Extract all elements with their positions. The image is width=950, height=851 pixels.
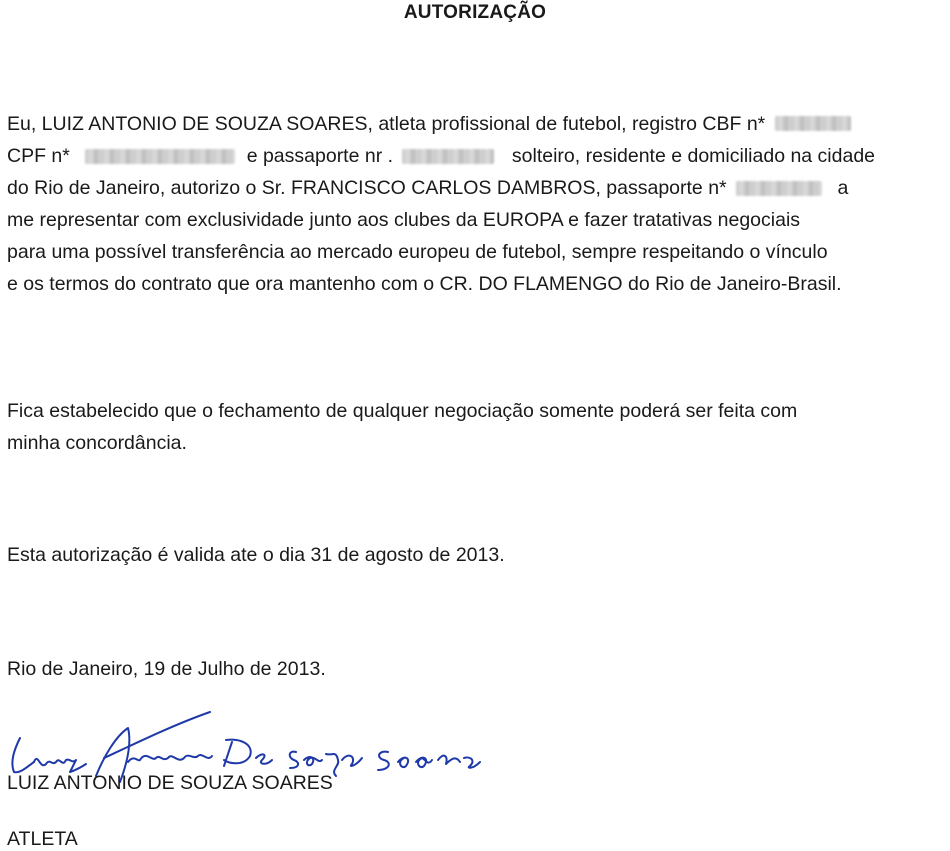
paragraph-1-line-1	[7, 113, 851, 136]
redacted-representative-passport	[736, 181, 822, 196]
paragraph-1-line-2	[7, 145, 875, 168]
paragraph-1-line-5: para uma possível transferência ao mercado europeu de futebol, sempre respeitando o vínculo	[7, 241, 828, 263]
p1-line2-rest: solteiro, residente e domiciliado na cidade	[511, 145, 876, 167]
paragraph-1-line-4: me representar com exclusividade junto aos clubes da EUROPA e fazer tratativas negociais	[7, 209, 801, 231]
signatory-name: LUIZ ANTONIO DE SOUZA SOARES	[7, 772, 333, 794]
p1-line3-tail: a	[837, 177, 849, 199]
p1-line1-text: Eu, LUIZ ANTONIO DE SOUZA SOARES, atleta profissional de futebol, registro CBF n*	[7, 113, 766, 135]
redacted-cbf-number	[775, 116, 851, 131]
redacted-cpf-number	[85, 149, 235, 164]
paragraph-1-line-6: e os termos do contrato que ora mantenho com o CR. DO FLAMENGO do Rio de Janeiro-Brasil.	[7, 273, 842, 295]
validity-statement: Esta autorização é valida ate o dia 31 de agosto de 2013.	[7, 544, 505, 566]
redacted-passport-number	[402, 149, 494, 164]
p1-line3-text: do Rio de Janeiro, autorizo o Sr. FRANCISCO CARLOS DAMBROS, passaporte n*	[7, 177, 727, 199]
place-and-date: Rio de Janeiro, 19 de Julho de 2013.	[7, 658, 326, 680]
document-title: AUTORIZAÇÃO	[403, 2, 547, 23]
p1-line2-cpf-label: CPF n*	[7, 145, 70, 167]
p1-line2-passport-label: e passaporte nr .	[246, 145, 394, 167]
paragraph-2-line-1: Fica estabelecido que o fechamento de qualquer negociação somente poderá ser feita com	[7, 400, 798, 422]
paragraph-2-line-2: minha concordância.	[7, 432, 187, 454]
signatory-role: ATLETA	[7, 828, 78, 850]
paragraph-1-line-3	[7, 177, 848, 200]
